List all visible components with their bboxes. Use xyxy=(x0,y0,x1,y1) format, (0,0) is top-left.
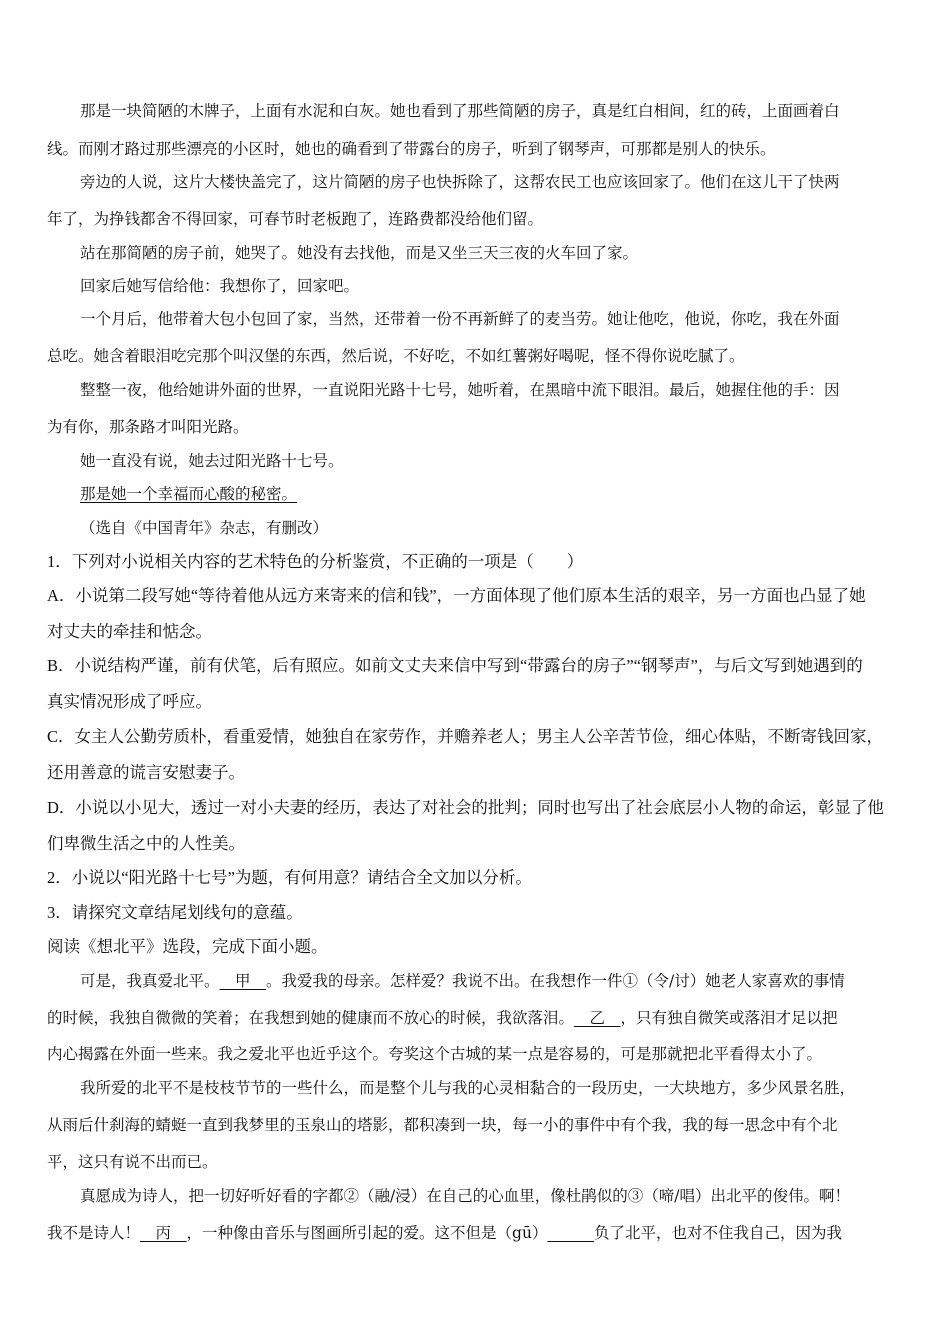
passage2-intro: 阅读《想北平》选段，完成下面小题。 xyxy=(47,937,328,956)
option-d-line2: 们卑微生活之中的人性美。 xyxy=(47,834,245,853)
passage1-p8-wrap xyxy=(80,483,903,505)
passage2-c-line2-mid: ，一种像由音乐与图画所引起的爱。这不但是（gū） xyxy=(186,1224,548,1242)
blank-yi: 乙 xyxy=(574,1009,621,1027)
option-b-line1: B．小说结构严谨，前有伏笔，后有照应。如前文丈夫来信中写到“带露台的房子”“钢琴声”，与后文写到她遇到的 xyxy=(47,656,863,675)
passage2-a-line1 xyxy=(80,970,903,992)
question-3: 3．请探究文章结尾划线句的意蕴。 xyxy=(47,903,303,922)
passage2-a-line2 xyxy=(47,1007,903,1029)
passage1-p1-line1: 那是一块简陋的木牌子，上面有水泥和白灰。她也看到了那些简陋的房子，真是红白相间，红的砖，上面画着白 xyxy=(80,102,840,120)
blank-gu xyxy=(547,1222,594,1244)
option-b-line2: 真实情况形成了呼应。 xyxy=(47,692,212,711)
passage2-a-line3: 内心揭露在外面一些来。我之爱北平也近乎这个。夸奖这个古城的某一点是容易的，可是那就把北平看得太小了。 xyxy=(47,1045,823,1063)
passage1-p4: 回家后她写信给他：我想你了，回家吧。 xyxy=(80,277,360,295)
passage1-p6-line2: 为有你，那条路才叫阳光路。 xyxy=(47,418,249,436)
passage2-a-line2-post: ，只有独自微笑或落泪才足以把 xyxy=(620,1009,838,1027)
passage2-b-line1: 我所爱的北平不是枝枝节节的一些什么，而是整个儿与我的心灵相黏合的一段历史，一大块地方，多少风景名胜， xyxy=(80,1079,856,1097)
question-2: 2．小说以“阳光路十七号”为题，有何用意？请结合全文加以分析。 xyxy=(47,868,532,887)
underlined-final-sentence: 那是她一个幸福而心酸的秘密。 xyxy=(80,485,298,503)
passage1-p3: 站在那简陋的房子前，她哭了。她没有去找他，而是又坐三天三夜的火车回了家。 xyxy=(80,244,639,262)
passage1-p5-line2: 总吃。她含着眼泪吃完那个叫汉堡的东西，然后说，不好吃，不如红薯粥好喝呢，怪不得你说吃腻了。 xyxy=(47,347,745,365)
passage2-a-line2-pre: 的时候，我独自微微的笑着；在我想到她的健康而不放心的时候，我欲落泪。 xyxy=(47,1009,575,1027)
passage1-p1-line2: 线。而刚才路过那些漂亮的小区时，她也的确看到了带露台的房子，听到了钢琴声，可那都是别人的快乐。 xyxy=(47,140,776,158)
passage2-b-line2: 从雨后什刹海的蜻蜓一直到我梦里的玉泉山的塔影，都积凑到一块，每一小的事件中有个我，我的每一思念中有个北 xyxy=(47,1116,838,1134)
passage2-c-line2-pre: 我不是诗人！ xyxy=(47,1224,141,1242)
option-c-line1: C．女主人公勤劳质朴，看重爱情，她独自在家劳作，并赡养老人；男主人公辛苦节俭，细心体贴，不断寄钱回家， xyxy=(47,727,884,746)
passage1-p2-line1: 旁边的人说，这片大楼快盖完了，这片简陋的房子也快拆除了，这帮农民工也应该回家了。他们在这儿干了快两 xyxy=(80,173,840,191)
question-1: 1．下列对小说相关内容的艺术特色的分析鉴赏，不正确的一项是（ ） xyxy=(47,552,584,571)
option-d-line1: D．小说以小见大，透过一对小夫妻的经历，表达了对社会的批判；同时也写出了社会底层小人物的命运，彰显了他 xyxy=(47,798,884,817)
passage1-p2-line2: 年了，为挣钱都舍不得回家，可春节时老板跑了，连路费都没给他们留。 xyxy=(47,210,544,228)
passage1-p5-line1: 一个月后，他带着大包小包回了家，当然，还带着一份不再新鲜了的麦当劳。她让他吃，他说，你吃，我在外面 xyxy=(80,310,840,328)
blank-bing: 丙 xyxy=(140,1224,187,1242)
passage2-c-line1: 真愿成为诗人，把一切好听好看的字都②（融/浸）在自己的心血里，像杜鹃似的③（啼/唱）出北平的俊伟。啊！ xyxy=(80,1187,850,1205)
passage2-a-line1-post: 。我爱我的母亲。怎样爱？我说不出。在我想作一件①（令/讨）她老人家喜欢的事情 xyxy=(266,972,845,990)
passage2-c-line2-post: 负了北平，也对不住我自己，因为我 xyxy=(593,1224,842,1242)
blank-jia: 甲 xyxy=(219,972,267,990)
passage1-p7: 她一直没有说，她去过阳光路十七号。 xyxy=(80,452,344,470)
passage2-c-line2 xyxy=(47,1222,903,1244)
option-a-line1: A．小说第二段写她“等待着他从远方来寄来的信和钱”，一方面体现了他们原本生活的艰辛，另一方面也凸显了她 xyxy=(47,586,866,605)
passage1-p6-line1: 整整一夜，他给她讲外面的世界，一直说阳光路十七号，她听着，在黑暗中流下眼泪。最后，她握住他的手：因 xyxy=(80,381,840,399)
passage1-source: （选自《中国青年》杂志，有删改） xyxy=(80,519,329,537)
passage2-b-line3: 平，这只有说不出而已。 xyxy=(47,1153,218,1171)
option-c-line2: 还用善意的谎言安慰妻子。 xyxy=(47,763,245,782)
passage2-a-line1-pre: 可是，我真爱北平。 xyxy=(80,972,220,990)
option-a-line2: 对丈夫的牵挂和惦念。 xyxy=(47,622,212,641)
